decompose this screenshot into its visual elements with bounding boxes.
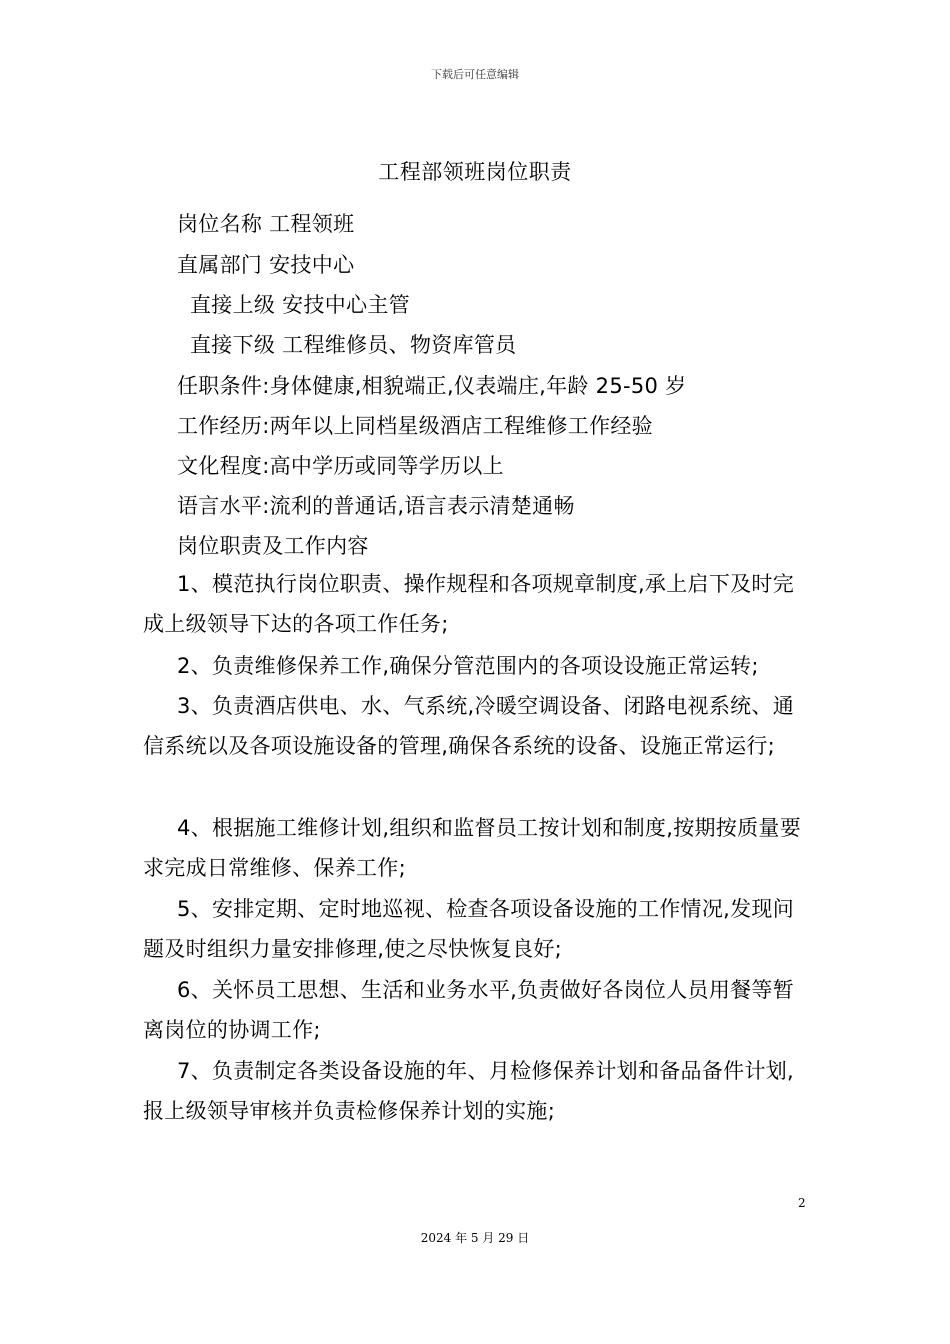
field-language: 语言水平:流利的普通话,语言表示清楚通畅 [177, 494, 575, 518]
page-number: 2 [798, 1196, 806, 1210]
duty-item-3: 3、负责酒店供电、水、气系统,冷暖空调设备、闭路电视系统、通信系统以及各项设施设备的管理,确保各系统的设备、设施正常运行; [143, 694, 795, 758]
section-heading-duties: 岗位职责及工作内容 [177, 534, 369, 558]
field-department: 直属部门 安技中心 [177, 253, 355, 277]
duty-item-1: 1、模范执行岗位职责、操作规程和各项规章制度,承上启下及时完成上级领导下达的各项工作任务; [143, 572, 795, 636]
document-title: 工程部领班岗位职责 [378, 160, 572, 184]
duty-item-2: 2、负责维修保养工作,确保分管范围内的各项设设施正常运转; [177, 654, 759, 678]
field-qualifications: 任职条件:身体健康,相貌端正,仪表端庄,年龄 25-50 岁 [177, 374, 687, 398]
duty-item-6: 6、关怀员工思想、生活和业务水平,负责做好各岗位人员用餐等暂离岗位的协调工作; [143, 978, 795, 1042]
field-direct-subordinate: 直接下级 工程维修员、物资库管员 [190, 333, 517, 357]
header-note: 下载后可任意编辑 [431, 68, 519, 81]
duty-item-4: 4、根据施工维修计划,组织和监督员工按计划和制度,按期按质量要求完成日常维修、保养工作; [143, 816, 802, 880]
field-direct-superior: 直接上级 安技中心主管 [190, 293, 410, 317]
field-position-name: 岗位名称 工程领班 [177, 212, 355, 236]
footer-date: 2024 年 5 月 29 日 [420, 1231, 530, 1245]
field-experience: 工作经历:两年以上同档星级酒店工程维修工作经验 [177, 414, 653, 438]
duty-item-7: 7、负责制定各类设备设施的年、月检修保养计划和备品备件计划,报上级领导审核并负责检修保养计划的实施; [143, 1059, 795, 1123]
duty-item-5: 5、安排定期、定时地巡视、检查各项设备设施的工作情况,发现问题及时组织力量安排修理,使之尽快恢复良好; [143, 897, 795, 961]
field-education: 文化程度:高中学历或同等学历以上 [177, 454, 504, 478]
